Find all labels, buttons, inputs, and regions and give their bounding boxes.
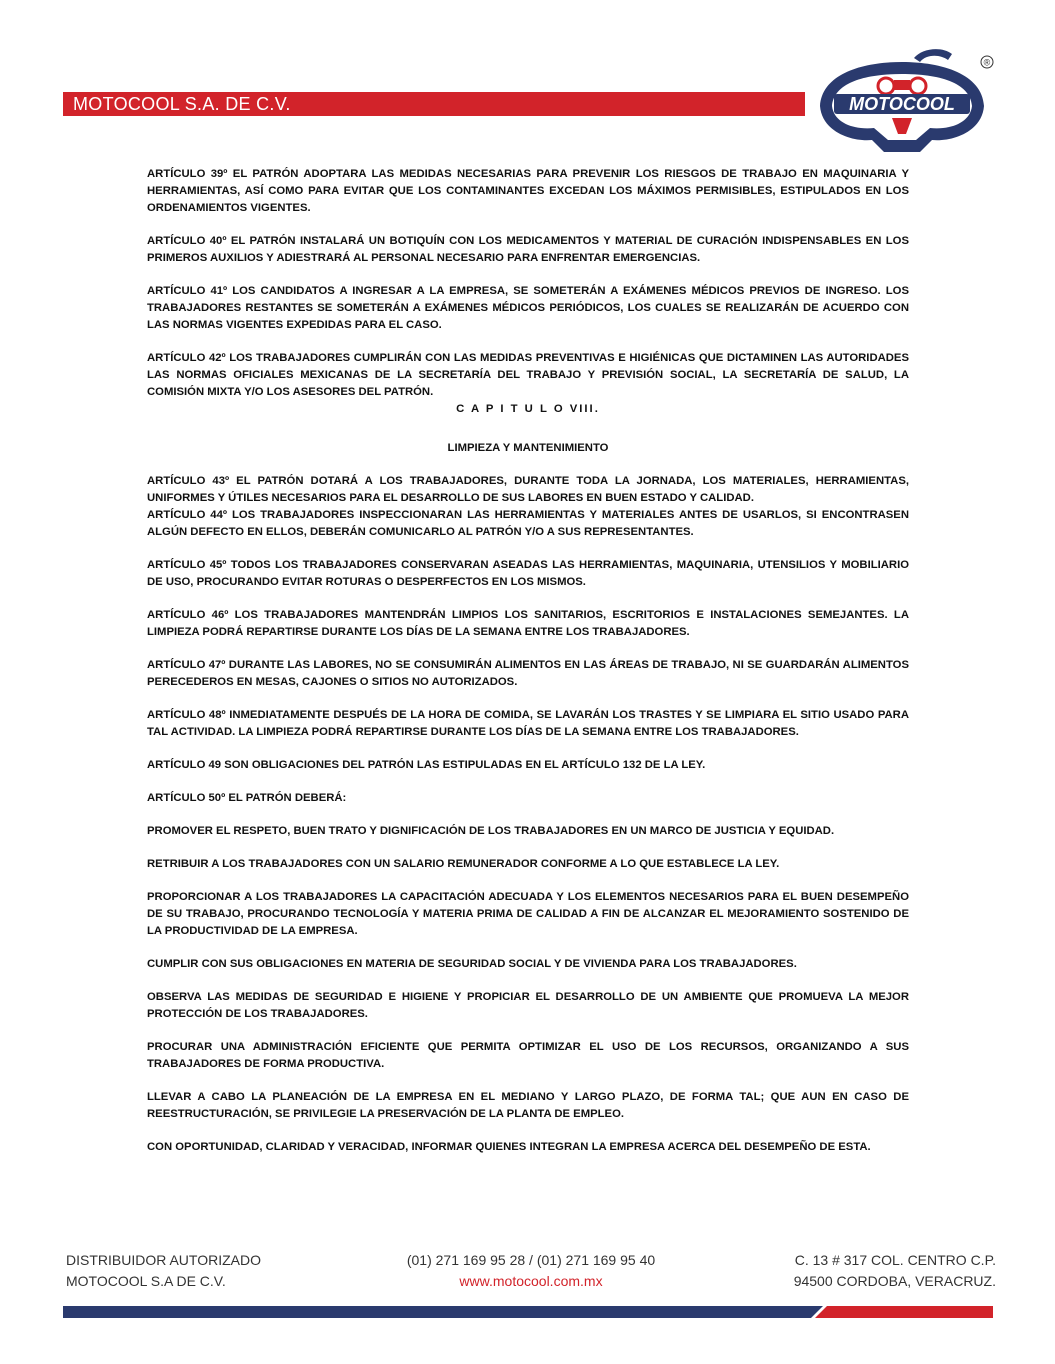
company-name: MOTOCOOL S.A. DE C.V. bbox=[73, 94, 291, 114]
obligation-item: CUMPLIR CON SUS OBLIGACIONES EN MATERIA DE SEGURIDAD SOCIAL Y DE VIVIENDA PARA LOS TRABAJADORES. bbox=[147, 958, 797, 970]
footer-color-bar bbox=[63, 1306, 993, 1318]
article-40: ARTÍCULO 40º EL PATRÓN INSTALARÁ UN BOTIQUÍN CON LOS MEDICAMENTOS Y MATERIAL DE CURACIÓN INDISPENSABLES EN LOS PRIMEROS AUXILIOS Y ADIESTRARÁ AL PERSONAL NECESARIO PARA ENFRENTAR EMERGENCIAS. bbox=[147, 235, 909, 264]
footer-distributor-line2: MOTOCOOL S.A DE C.V. bbox=[66, 1273, 226, 1289]
company-header-bar bbox=[63, 92, 805, 116]
chapter-number: C A P I T U L O VIII. bbox=[456, 403, 600, 415]
article-46: ARTÍCULO 46º LOS TRABAJADORES MANTENDRÁN LIMPIOS LOS SANITARIOS, ESCRITORIOS E INSTALACIONES SEMEJANTES. LA LIMPIEZA PODRÁ REPARTIRSE DURANTE LOS DÍAS DE LA SEMANA ENTRE LOS TRABAJADORES. bbox=[147, 609, 909, 638]
obligation-item: LLEVAR A CABO LA PLANEACIÓN DE LA EMPRESA EN EL MEDIANO Y LARGO PLAZO, DE FORMA TAL; QUE AUN EN CASO DE REESTRUCTURACIÓN, SE PRIVILEGIE LA PRESERVACIÓN DE LA PLANTA DE EMPLEO. bbox=[147, 1091, 909, 1120]
registered-mark: ® bbox=[983, 57, 991, 68]
article-50: ARTÍCULO 50º EL PATRÓN DEBERÁ: bbox=[147, 792, 347, 804]
document-body bbox=[147, 166, 909, 1172]
footer-address-line2: 94500 CORDOBA, VERACRUZ. bbox=[793, 1273, 996, 1289]
motocool-logo bbox=[802, 44, 1002, 154]
article-39: ARTÍCULO 39º EL PATRÓN ADOPTARA LAS MEDIDAS NECESARIAS PARA PREVENIR LOS RIESGOS DE TRABAJO EN MAQUINARIA Y HERRAMIENTAS, ASÍ COMO PARA EVITAR QUE LOS CONTAMINANTES EXCEDAN LOS MÁXIMOS PERMISIBLES, ESTIPULADOS EN LOS ORDENAMIENTOS VIGENTES. bbox=[147, 168, 909, 214]
article-48: ARTÍCULO 48º INMEDIATAMENTE DESPUÉS DE LA HORA DE COMIDA, SE LAVARÁN LOS TRASTES Y SE LIMPIARA EL SITIO USADO PARA TAL ACTIVIDAD. LA LIMPIEZA PODRÁ REPARTIRSE DURANTE LOS DÍAS DE LA SEMANA ENTRE LOS TRABAJADORES. bbox=[147, 709, 909, 738]
footer-distributor bbox=[66, 1250, 261, 1292]
page-footer bbox=[66, 1250, 996, 1294]
footer-address-line1: C. 13 # 317 COL. CENTRO C.P. bbox=[794, 1252, 996, 1268]
article-44: ARTÍCULO 44º LOS TRABAJADORES INSPECCIONARAN LAS HERRAMIENTAS Y MATERIALES ANTES DE USARLOS, SI ENCONTRASEN ALGÚN DEFECTO EN ELLOS, DEBERÁN COMUNICARLO AL PATRÓN Y/O A SUS REPRESENTANTES. bbox=[147, 509, 909, 538]
footer-website-link[interactable]: www.motocool.com.mx bbox=[459, 1273, 603, 1289]
obligation-item: CON OPORTUNIDAD, CLARIDAD Y VERACIDAD, INFORMAR QUIENES INTEGRAN LA EMPRESA ACERCA DEL DESEMPEÑO DE ESTA. bbox=[147, 1141, 871, 1153]
article-47: ARTÍCULO 47º DURANTE LAS LABORES, NO SE CONSUMIRÁN ALIMENTOS EN LAS ÁREAS DE TRABAJO, NI SE GUARDARÁN ALIMENTOS PERECEDEROS EN MESAS, CAJONES O SITIOS NO AUTORIZADOS. bbox=[147, 659, 909, 688]
chapter-title: LIMPIEZA Y MANTENIMIENTO bbox=[447, 442, 609, 454]
obligation-item: OBSERVA LAS MEDIDAS DE SEGURIDAD E HIGIENE Y PROPICIAR EL DESARROLLO DE UN AMBIENTE QUE PROMUEVA LA MEJOR PROTECCIÓN DE LOS TRABAJADORES. bbox=[147, 991, 909, 1020]
obligation-item: PROCURAR UNA ADMINISTRACIÓN EFICIENTE QUE PERMITA OPTIMIZAR EL USO DE LOS RECURSOS, ORGANIZANDO A SUS TRABAJADORES DE FORMA PRODUCTIVA. bbox=[147, 1041, 909, 1070]
article-43: ARTÍCULO 43º EL PATRÓN DOTARÁ A LOS TRABAJADORES, DURANTE TODA LA JORNADA, LOS MATERIALES, HERRAMIENTAS, UNIFORMES Y ÚTILES NECESARIOS PARA EL DESARROLLO DE SUS LABORES EN BUEN ESTADO Y CALIDAD. bbox=[147, 475, 909, 504]
footer-distributor-line1: DISTRIBUIDOR AUTORIZADO bbox=[66, 1252, 261, 1268]
article-45: ARTÍCULO 45º TODOS LOS TRABAJADORES CONSERVARAN ASEADAS LAS HERRAMIENTAS, MAQUINARIA, UTENSILIOS Y MOBILIARIO DE USO, PROCURANDO EVITAR ROTURAS O DESPERFECTOS EN LOS MISMOS. bbox=[147, 559, 909, 588]
article-42: ARTÍCULO 42º LOS TRABAJADORES CUMPLIRÁN CON LAS MEDIDAS PREVENTIVAS E HIGIÉNICAS QUE DICTAMINEN LAS AUTORIDADES LAS NORMAS OFICIALES MEXICANAS DE LA SECRETARÍA DEL TRABAJO Y PREVISIÓN SOCIAL, LA SECRETARÍA DE SALUD, LA COMISIÓN MIXTA Y/O LOS ASESORES DEL PATRÓN. bbox=[147, 352, 909, 398]
article-41: ARTÍCULO 41º LOS CANDIDATOS A INGRESAR A LA EMPRESA, SE SOMETERÁN A EXÁMENES MÉDICOS PREVIOS DE INGRESO. LOS TRABAJADORES RESTANTES SE SOMETERÁN A EXÁMENES MÉDICOS PERIÓDICOS, LOS CUALES SE REALIZARÁN DE ACUERDO CON LAS NORMAS VIGENTES EXPEDIDAS PARA EL CASO. bbox=[147, 285, 909, 331]
obligation-item: RETRIBUIR A LOS TRABAJADORES CON UN SALARIO REMUNERADOR CONFORME A LO QUE ESTABLECE LA LEY. bbox=[147, 858, 780, 870]
obligation-item: PROPORCIONAR A LOS TRABAJADORES LA CAPACITACIÓN ADECUADA Y LOS ELEMENTOS NECESARIOS PARA EL BUEN DESEMPEÑO DE SU TRABAJO, PROCURANDO TECNOLOGÍA Y MATERIA PRIMA DE CALIDAD A FIN DE ALCANZAR EL MEJORAMIENTO SOSTENIDO DE LA PRODUCTIVIDAD DE LA EMPRESA. bbox=[147, 891, 909, 937]
logo-wordmark: MOTOCOOL bbox=[849, 94, 955, 114]
footer-phone: (01) 271 169 95 28 / (01) 271 169 95 40 bbox=[406, 1252, 656, 1268]
article-49: ARTÍCULO 49 SON OBLIGACIONES DEL PATRÓN LAS ESTIPULADAS EN EL ARTÍCULO 132 DE LA LEY. bbox=[147, 759, 706, 771]
footer-address bbox=[794, 1250, 996, 1292]
obligation-item: PROMOVER EL RESPETO, BUEN TRATO Y DIGNIFICACIÓN DE LOS TRABAJADORES EN UN MARCO DE JUSTICIA Y EQUIDAD. bbox=[147, 825, 835, 837]
footer-contact bbox=[406, 1250, 656, 1292]
